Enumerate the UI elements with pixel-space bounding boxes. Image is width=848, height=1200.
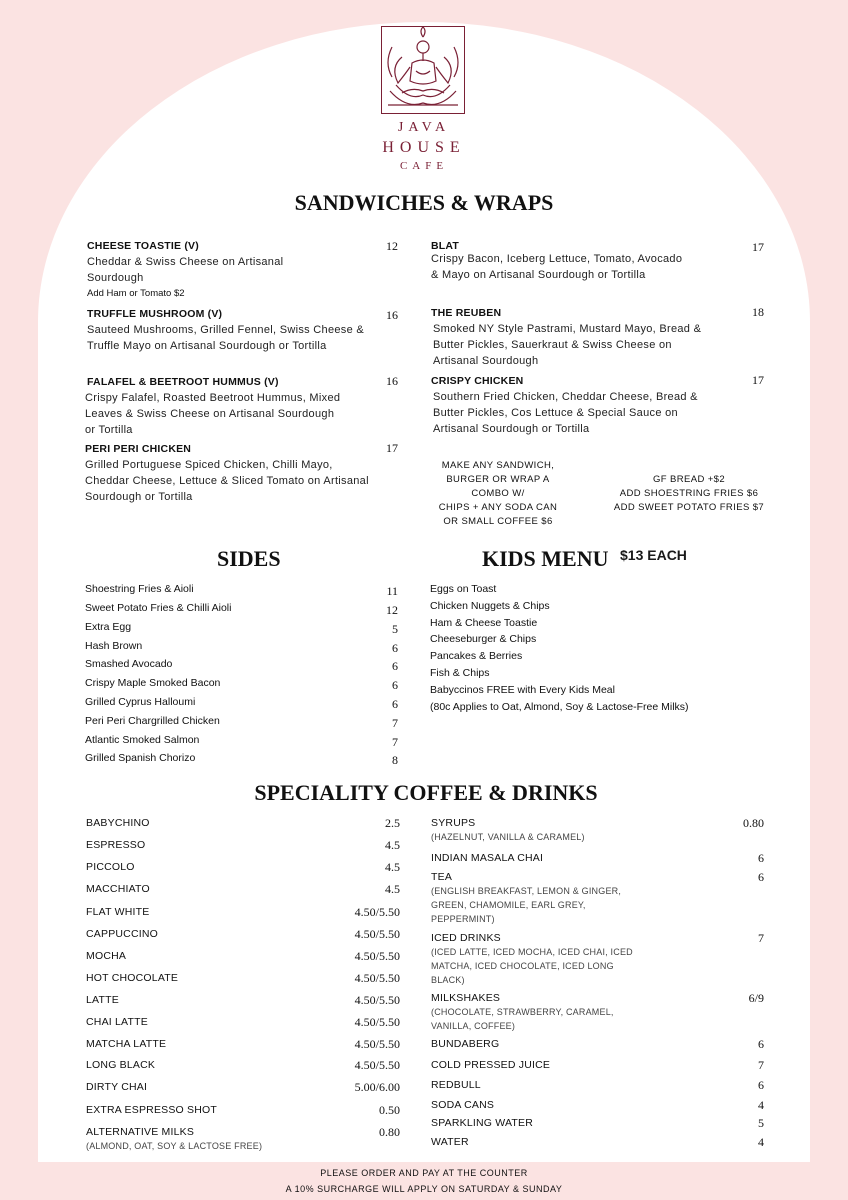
side-name: Grilled Cyprus Halloumi xyxy=(85,696,196,708)
sandwich-description: Cheddar & Swiss Cheese on Artisanal Sourdough xyxy=(87,256,284,284)
side-price: 12 xyxy=(386,603,398,617)
kids-item: Chicken Nuggets & Chips xyxy=(430,599,550,612)
drink-price: 4 xyxy=(758,1098,764,1112)
drink-price: 7 xyxy=(758,1058,764,1072)
side-name: Extra Egg xyxy=(85,621,132,633)
drink-note: (ENGLISH BREAKFAST, LEMON & GINGER, GREEN, CHAMOMILE, EARL GREY, PEPPERMINT) xyxy=(431,886,622,924)
drink-price: 5.00/6.00 xyxy=(354,1080,400,1094)
drink-price: 4.50/5.50 xyxy=(354,927,400,941)
drink-name: CAPPUCCINO xyxy=(86,928,159,940)
drink-price: 4.50/5.50 xyxy=(354,993,400,1007)
drink-name: ESPRESSO xyxy=(86,839,146,851)
drink-name: HOT CHOCOLATE xyxy=(86,972,179,984)
drink-name: FLAT WHITE xyxy=(86,906,150,918)
side-price: 11 xyxy=(386,584,398,598)
sandwich-price: 12 xyxy=(386,239,398,253)
side-price: 6 xyxy=(392,678,398,692)
sandwiches-heading: SANDWICHES & WRAPS xyxy=(294,190,554,215)
sandwich-description: Grilled Portuguese Spiced Chicken, Chilli Mayo, Cheddar Cheese, Lettuce & Sliced Tomato on Artisanal Sourdough or Tortilla xyxy=(85,459,369,503)
kids-item: Pancakes & Berries xyxy=(430,650,523,663)
drink-price: 5 xyxy=(758,1116,764,1130)
kids-menu-price: $13 EACH xyxy=(620,547,687,563)
drink-name: REDBULL xyxy=(431,1079,481,1091)
drink-price: 6 xyxy=(758,1078,764,1092)
kids-item: Cheeseburger & Chips xyxy=(430,633,537,646)
sandwich-name: CRISPY CHICKEN xyxy=(431,375,524,387)
drink-price: 4.50/5.50 xyxy=(354,971,400,985)
kids-item: (80c Applies to Oat, Almond, Soy & Lactose-Free Milks) xyxy=(430,700,689,713)
drink-name: MOCHA xyxy=(86,950,127,962)
drink-price: 0.50 xyxy=(379,1103,400,1117)
kids-item: Fish & Chips xyxy=(430,667,490,679)
logo-emblem xyxy=(381,26,465,114)
drink-name: BUNDABERG xyxy=(431,1038,500,1050)
addons-list xyxy=(604,473,774,515)
sandwich-name: FALAFEL & BEETROOT HUMMUS (V) xyxy=(87,376,279,388)
drink-price: 2.5 xyxy=(385,816,400,830)
sandwich-name: THE REUBEN xyxy=(431,307,502,319)
drink-name: COLD PRESSED JUICE xyxy=(431,1059,551,1071)
kids-item: Ham & Cheese Toastie xyxy=(430,616,538,629)
drink-name: DIRTY CHAI xyxy=(86,1081,148,1093)
drink-price: 4.5 xyxy=(385,860,400,874)
drink-price: 6 xyxy=(758,1037,764,1051)
kids-menu-heading: KIDS MENU xyxy=(482,546,609,571)
drink-price: 4.50/5.50 xyxy=(354,1015,400,1029)
combo-line: MAKE ANY SANDWICH, xyxy=(441,460,555,471)
drink-name: MILKSHAKES xyxy=(431,992,501,1004)
side-price: 6 xyxy=(392,697,398,711)
side-name: Crispy Maple Smoked Bacon xyxy=(85,677,221,689)
side-name: Sweet Potato Fries & Chilli Aioli xyxy=(85,602,232,614)
drink-name: ALTERNATIVE MILKS xyxy=(86,1126,195,1138)
logo-line-cafe: CAFE xyxy=(399,160,449,172)
drink-name: WATER xyxy=(431,1136,469,1148)
combo-line: COMBO W/ xyxy=(471,488,525,499)
sandwich-price: 17 xyxy=(752,240,764,254)
drink-name: ICED DRINKS xyxy=(431,932,501,944)
kids-item: Babyccinos FREE with Every Kids Meal xyxy=(430,683,615,696)
sandwich-description: Crispy Falafel, Roasted Beetroot Hummus, Mixed Leaves & Swiss Cheese on Artisanal Sourdough or Tortilla xyxy=(85,392,341,436)
sandwich-price: 16 xyxy=(386,308,398,322)
sandwich-description: Smoked NY Style Pastrami, Mustard Mayo, Bread & Butter Pickles, Sauerkraut & Swiss Cheese on Artisanal Sourdough xyxy=(433,323,702,367)
side-name: Grilled Spanish Chorizo xyxy=(85,752,196,764)
sandwich-description: Southern Fried Chicken, Cheddar Cheese, Bread & Butter Pickles, Cos Lettuce & Special Sauce on Artisanal Sourdough or Tortilla xyxy=(433,391,698,435)
drink-price: 4.50/5.50 xyxy=(354,1037,400,1051)
footer-surcharge-note: A 10% SURCHARGE WILL APPLY ON SATURDAY & SUNDAY xyxy=(285,1184,563,1194)
side-price: 7 xyxy=(392,716,398,730)
side-price: 7 xyxy=(392,735,398,749)
drink-name: SPARKLING WATER xyxy=(431,1117,533,1129)
drink-name: MACCHIATO xyxy=(86,883,150,895)
side-name: Hash Brown xyxy=(85,640,143,652)
drink-price: 4.50/5.50 xyxy=(354,1058,400,1072)
drink-name: CHAI LATTE xyxy=(86,1016,148,1028)
drink-price: 7 xyxy=(758,931,764,945)
drink-price: 4.50/5.50 xyxy=(354,905,400,919)
drink-name: SYRUPS xyxy=(431,817,476,829)
lotus-meditation-icon xyxy=(382,27,464,113)
drink-price: 4.5 xyxy=(385,838,400,852)
side-name: Shoestring Fries & Aioli xyxy=(85,583,194,595)
logo-line-java: JAVA xyxy=(397,120,451,135)
sandwich-price: 17 xyxy=(386,441,398,455)
sandwich-name: PERI PERI CHICKEN xyxy=(85,443,192,455)
drink-price: 0.80 xyxy=(743,816,764,830)
side-price: 6 xyxy=(392,659,398,673)
sandwich-description: Crispy Bacon, Iceberg Lettuce, Tomato, Avocado & Mayo on Artisanal Sourdough or Tortilla xyxy=(431,253,683,281)
drink-price: 4.50/5.50 xyxy=(354,949,400,963)
side-name: Peri Peri Chargrilled Chicken xyxy=(85,715,220,727)
side-name: Smashed Avocado xyxy=(85,658,173,670)
kids-item: Eggs on Toast xyxy=(430,583,497,595)
logo-line-house: HOUSE xyxy=(382,139,466,156)
side-price: 8 xyxy=(392,753,398,767)
side-price: 6 xyxy=(392,641,398,655)
sandwich-description: Sauteed Mushrooms, Grilled Fennel, Swiss Cheese & Truffle Mayo on Artisanal Sourdough or Tortilla xyxy=(87,324,364,352)
drink-name: LONG BLACK xyxy=(86,1059,156,1071)
drink-name: PICCOLO xyxy=(86,861,135,873)
drink-price: 0.80 xyxy=(379,1125,400,1139)
combo-offer xyxy=(420,459,576,529)
combo-line: OR SMALL COFFEE $6 xyxy=(443,516,553,527)
drink-note: (CHOCOLATE, STRAWBERRY, CARAMEL, VANILLA, COFFEE) xyxy=(431,1007,614,1031)
combo-line: CHIPS + ANY SODA CAN xyxy=(438,502,558,513)
sandwich-name: CHEESE TOASTIE (V) xyxy=(87,240,199,252)
drink-name: MATCHA LATTE xyxy=(86,1038,167,1050)
sandwich-addon: Add Ham or Tomato $2 xyxy=(87,288,185,299)
side-price: 5 xyxy=(392,622,398,636)
drink-name: SODA CANS xyxy=(431,1099,495,1111)
combo-line: BURGER OR WRAP A xyxy=(446,474,550,485)
drink-name: INDIAN MASALA CHAI xyxy=(431,852,544,864)
drink-note: (ICED LATTE, ICED MOCHA, ICED CHAI, ICED MATCHA, ICED CHOCOLATE, ICED LONG BLACK) xyxy=(431,947,633,985)
drink-name: TEA xyxy=(431,871,453,883)
sandwich-name: BLAT xyxy=(431,240,460,252)
sandwich-name: TRUFFLE MUSHROOM (V) xyxy=(87,308,223,320)
drink-price: 4.5 xyxy=(385,882,400,896)
drink-name: EXTRA ESPRESSO SHOT xyxy=(86,1104,217,1116)
addon-line: ADD SHOESTRING FRIES $6 xyxy=(619,488,759,499)
drink-price: 6/9 xyxy=(748,991,764,1005)
drink-price: 4 xyxy=(758,1135,764,1149)
addon-line: ADD SWEET POTATO FRIES $7 xyxy=(613,502,765,513)
drink-note: (HAZELNUT, VANILLA & CARAMEL) xyxy=(431,832,585,842)
sides-heading: SIDES xyxy=(217,546,281,571)
drinks-heading: SPECIALITY COFFEE & DRINKS xyxy=(254,780,598,805)
sandwich-price: 17 xyxy=(752,373,764,387)
side-name: Atlantic Smoked Salmon xyxy=(85,734,200,746)
drink-note: (ALMOND, OAT, SOY & LACTOSE FREE) xyxy=(86,1141,263,1151)
drink-name: LATTE xyxy=(86,994,119,1006)
drink-price: 6 xyxy=(758,870,764,884)
footer-order-note: PLEASE ORDER AND PAY AT THE COUNTER xyxy=(320,1168,528,1178)
drink-name: BABYCHINO xyxy=(86,817,150,829)
drink-price: 6 xyxy=(758,851,764,865)
sandwich-price: 18 xyxy=(752,305,764,319)
addon-line: GF BREAD +$2 xyxy=(652,474,726,485)
sandwich-price: 16 xyxy=(386,374,398,388)
